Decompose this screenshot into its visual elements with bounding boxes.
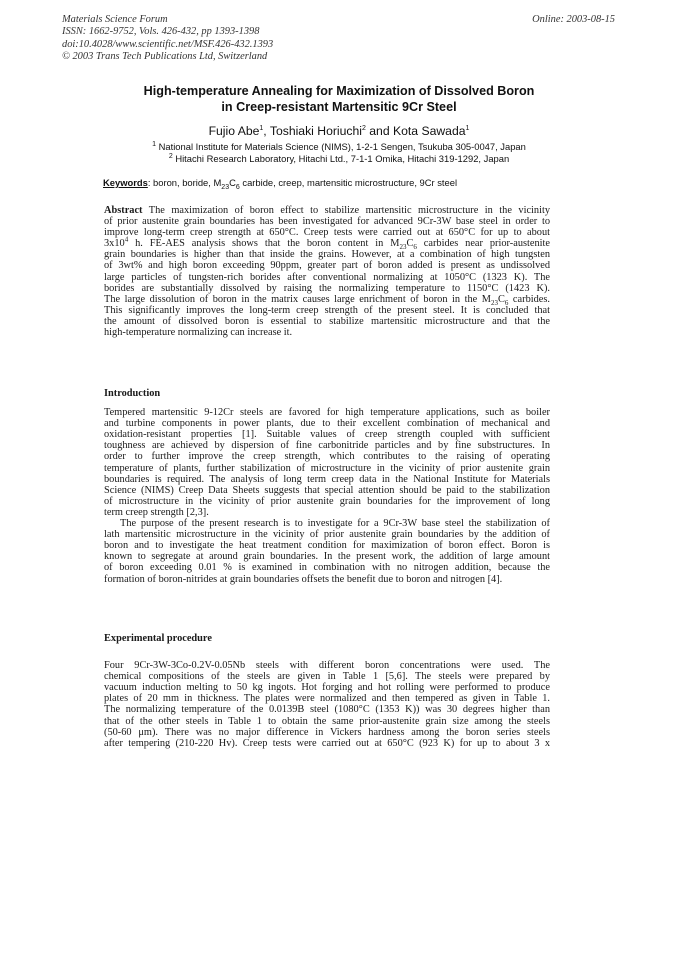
- author-name: Fujio Abe: [208, 124, 260, 138]
- subscript: 6: [235, 183, 240, 191]
- body-line: boron and to investigate the heat treatment condition for maximization of boron effect. Boron is: [104, 540, 550, 552]
- body-line: The normalizing temperature of the 0.0139B steel (1080°C (1353 K)) was 30 degrees higher than: [104, 704, 550, 716]
- affiliation-text: National Institute for Materials Science (NIMS), 1-2-1 Sengen, Tsukuba 305-0047, Japan: [156, 141, 526, 152]
- abstract-line: large particles of tungsten-rich borides after conventional normalizing at 1050°C (1323 K). The: [104, 271, 550, 283]
- body-line: formation of boron-nitrides at grain boundaries offsets the benefit due to boron and nitrogen [4].: [104, 573, 503, 585]
- body-line: (50-60 μm). There was no major difference in Vickers hardness among the boron series steels: [104, 726, 550, 738]
- body-line: vacuum induction melting to 50 kg ingots. Hot forging and hot rolling were performed to produce: [104, 682, 550, 694]
- abstract-line: improve long-term creep strength at 650°C. Creep tests were carried out at 650°C for up to about: [104, 227, 550, 239]
- online-date: Online: 2003-08-15: [532, 14, 615, 25]
- abstract-line: the amount of dissolved boron is essential to stabilize martensitic microstructure and that the: [104, 315, 550, 327]
- affiliations: [60, 141, 618, 164]
- body-line: oxidation-resistant properties [1]. Suitable values of creep strength coupled with sufficient: [104, 429, 550, 441]
- issn-line: ISSN: 1662-9752, Vols. 426-432, pp 1393-1398: [62, 26, 260, 38]
- section-heading: Introduction: [104, 388, 161, 399]
- copyright-line: © 2003 Trans Tech Publications Ltd, Switzerland: [62, 50, 268, 62]
- keywords-text: C: [229, 177, 236, 188]
- title-line-1: High-temperature Annealing for Maximization of Dissolved Boron: [143, 84, 535, 98]
- heading-spacer: [104, 652, 550, 660]
- affiliation-text: Hitachi Research Laboratory, Hitachi Ltd., 7-1-1 Omika, Hitachi 319-1292, Japan: [172, 152, 510, 164]
- doi-line[interactable]: doi:10.4028/www.scientific.net/MSF.426-432.1393: [62, 38, 274, 50]
- body-line: toughness are achieved by dispersion of fine carbonitride particles and by fine substructures. In: [104, 440, 550, 452]
- keywords: [103, 177, 583, 191]
- body-line: chemical compositions of the steels are given in Table 1 [5,6]. The steels were prepared by: [104, 671, 550, 683]
- section-heading: Experimental procedure: [104, 633, 212, 644]
- journal-header: [62, 14, 273, 63]
- body-line: known to segregate at around grain boundaries. In the present work, the addition of large amount: [104, 551, 550, 563]
- author-name: Toshiaki Horiuchi: [269, 124, 362, 138]
- affiliation-number: 1: [152, 140, 157, 148]
- body-line: plates of 20 mm in thickness. The plates were normalized and then tempered as given in Table 1.: [104, 693, 550, 705]
- affiliation-line: [60, 141, 618, 153]
- abstract-line: high-temperature normalizing can increase it.: [104, 327, 293, 339]
- author-list: [60, 124, 618, 138]
- author-separator: ,: [263, 124, 270, 138]
- abstract-line: borides are substantially dissolved by raising the normalizing temperature to 1150°C (1423 K).: [104, 282, 550, 294]
- body-line: term creep strength [2,3].: [104, 506, 209, 518]
- abstract-line: The large dissolution of boron in the matrix causes large enrichment of boron in the $M_{23}C_6$ carbides.: [104, 293, 550, 307]
- author-affiliation-mark: 1: [465, 124, 470, 132]
- body-line: of microstructure in the vicinity of prior austenite grain boundaries for the improvement of long: [104, 495, 550, 507]
- body-line: that of the other steels in Table 1 to obtain the same prior-austenite grain size among the steels: [104, 715, 550, 727]
- abstract-line: Abstract The maximization of boron effect to stabilize martensitic microstructure in the vicinity: [104, 205, 550, 216]
- body-line: and turbine components in power plants, due to their excellent combination of mechanical and: [104, 418, 550, 430]
- introduction-section: [104, 388, 550, 585]
- keywords-text: carbide, creep, martensitic microstructure, 9Cr steel: [239, 177, 458, 188]
- affiliation-number: 2: [168, 152, 173, 160]
- affiliation-line: [60, 153, 618, 165]
- body-line: Four 9Cr-3W-3Co-0.2V-0.05Nb steels with different boron concentrations were used. The: [104, 660, 550, 672]
- abstract-line: grain boundaries is higher than that inside the grains. However, at a combination of high tungsten: [104, 249, 550, 261]
- experimental-section: [104, 633, 550, 749]
- body-line: temperature of plants, further stabilization of microstructure in the vicinity of prior austenite grain: [104, 462, 550, 474]
- abstract-label: Abstract: [104, 205, 143, 216]
- abstract-line: $3x10^4$ h. FE-AES analysis shows that the boron content in $M_{23}C_6$ carbides near prior-austenite: [104, 235, 550, 252]
- title-line-2: in Creep-resistant Martensitic 9Cr Steel: [221, 99, 457, 114]
- body-line: lath martensitic microstructure in the vicinity of prior austenite grain boundaries by the addition of: [104, 529, 550, 541]
- abstract-line: This significantly improves the long-term creep strength of the present steel. It is concluded that: [104, 304, 550, 316]
- author-separator: and: [365, 124, 393, 138]
- abstract-section: [104, 205, 550, 338]
- body-line: Tempered martensitic 9-12Cr steels are favored for high temperature applications, such as boiler: [104, 407, 550, 419]
- keywords-text: : boron, boride, M: [147, 177, 222, 188]
- body-line: Science (NIMS) Creep Data Sheets suggests that special attention should be paid to the stabilization: [104, 484, 550, 496]
- author-name: Kota Sawada: [393, 124, 466, 138]
- journal-name: Materials Science Forum: [62, 14, 168, 25]
- author-affiliation-mark: 1: [259, 124, 264, 132]
- abstract-line: of 3wt% and high boron exceeding 90ppm, greater part of boron added is present as undissolved: [104, 260, 550, 272]
- body-line: of boron exceeding 0.01 % is examined in combination with no nitrogen addition, because the: [104, 562, 550, 574]
- subscript: 23: [221, 183, 230, 191]
- body-line: The purpose of the present research is to investigate for a 9Cr-3W base steel the stabilization of: [120, 518, 550, 530]
- body-line: order to further improve the creep strength, which contributes to the raising of operating: [104, 451, 550, 463]
- paper-title: [60, 84, 618, 115]
- body-line: after tempering (210-220 Hv). Creep tests were carried out at 650°C (923 K) for up to about 3 x: [104, 737, 550, 749]
- abstract-line: of prior austenite grain boundaries has been investigated for advanced 9Cr-3W base steel in order to: [104, 216, 550, 228]
- body-line: boundaries is required. The analysis of long term creep data in the National Institute for Materials: [104, 473, 550, 485]
- author-affiliation-mark: 2: [361, 124, 366, 132]
- keywords-label: Keywords: [103, 177, 148, 188]
